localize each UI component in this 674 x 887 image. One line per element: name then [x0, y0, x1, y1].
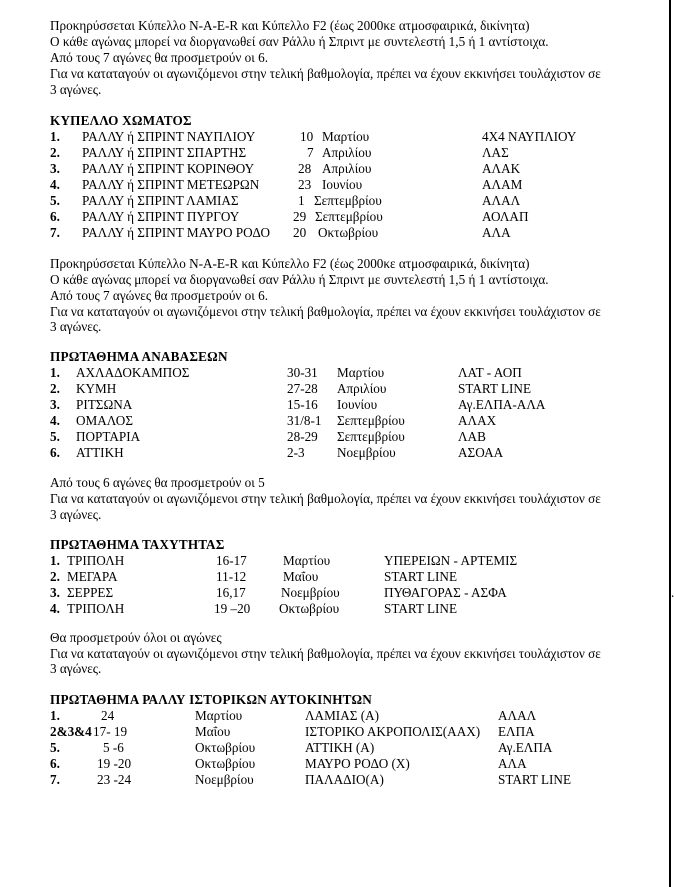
event-organizer: ΠΥΘΑΓΟΡΑΣ - ΑΣΦΑ	[384, 585, 507, 600]
text-line: 3 αγώνες.	[50, 82, 102, 97]
row-number: 5.	[50, 740, 60, 755]
event-day: 23	[298, 177, 312, 192]
text-line: Από τους 6 αγώνες θα προσμετρούν οι 5	[50, 475, 265, 490]
event-month: Οκτωβρίου	[195, 756, 256, 771]
row-number: 5.	[50, 193, 60, 208]
event-organizer: START LINE	[458, 381, 531, 396]
event-organizer: ΑΣΟΑΑ	[458, 445, 504, 460]
event-day: 19 –20	[214, 601, 251, 616]
table-row	[50, 553, 660, 569]
row-number: 3.	[50, 397, 60, 412]
section-title-gravel-cup: ΚΥΠΕΛΛΟ ΧΩΜΑΤΟΣ	[50, 113, 192, 128]
table-row	[50, 445, 660, 461]
event-month: Μαρτίου	[195, 708, 243, 723]
table-row	[50, 365, 660, 381]
event-name: ΡΑΛΛΥ ή ΣΠΡΙΝΤ ΛΑΜΙΑΣ	[82, 193, 239, 208]
trailing-dot: .	[671, 585, 674, 600]
text-line: Προκηρύσσεται Κύπελλο N-A-E-R και Κύπελλο F2 (έως 2000κε ατμοσφαιρικά, δικίνητα)	[50, 256, 530, 271]
event-organizer: ΑΛΑΜ	[482, 177, 523, 192]
event-day: 10	[300, 129, 314, 144]
event-day: 24	[101, 708, 115, 723]
event-name: ΚΥΜΗ	[76, 381, 117, 396]
row-number: 5.	[50, 429, 60, 444]
event-day: 30-31	[287, 365, 318, 380]
event-name: ΡΑΛΛΥ ή ΣΠΡΙΝΤ ΣΠΑΡΤΗΣ	[82, 145, 247, 160]
event-month: Ιουνίου	[322, 177, 363, 192]
event-month: Σεπτεμβρίου	[315, 209, 383, 224]
event-day: 15-16	[287, 397, 318, 412]
event-month: Οκτωβρίου	[318, 225, 379, 240]
event-organizer: ΥΠΕΡΕΙΩΝ - ΑΡΤΕΜΙΣ	[384, 553, 518, 568]
text-line: Για να καταταγούν οι αγωνιζόμενοι στην τελική βαθμολογία, πρέπει να έχουν εκκινήσει τουλάχιστον σε	[50, 66, 601, 81]
event-month: Μαΐου	[283, 569, 319, 584]
row-number: 7.	[50, 772, 60, 787]
row-number: 3.	[50, 161, 60, 176]
page-right-border	[669, 0, 671, 887]
table-row	[50, 569, 660, 585]
table-row	[50, 129, 660, 145]
text-line: Προκηρύσσεται Κύπελλο N-A-E-R και Κύπελλο F2 (έως 2000κε ατμοσφαιρικά, δικίνητα)	[50, 18, 530, 33]
event-day: 20	[293, 225, 307, 240]
event-month: Μαρτίου	[322, 129, 370, 144]
event-organizer: START LINE	[384, 569, 457, 584]
event-day: 19 -20	[97, 756, 132, 771]
table-row	[50, 209, 660, 225]
table-row	[50, 413, 660, 429]
event-month: Μαρτίου	[337, 365, 385, 380]
row-number: 2.	[50, 381, 60, 396]
table-row	[50, 193, 660, 209]
table-row	[50, 381, 660, 397]
event-name: ΡΑΛΛΥ ή ΣΠΡΙΝΤ ΜΑΥΡΟ ΡΟΔΟ	[82, 225, 271, 240]
event-name: ΠΑΛΑΔΙΟ(Α)	[305, 772, 384, 787]
event-organizer: ΑΛΑ	[482, 225, 511, 240]
event-organizer: ΑΛΑΛ	[498, 708, 537, 723]
table-row	[50, 724, 660, 740]
event-day: 29	[293, 209, 307, 224]
event-name: ΜΕΓΑΡΑ	[67, 569, 118, 584]
section-title-hillclimb: ΠΡΩΤΑΘΗΜΑ ΑΝΑΒΑΣΕΩΝ	[50, 349, 228, 364]
event-day: 5 -6	[103, 740, 124, 755]
event-month: Απριλίου	[322, 161, 372, 176]
event-month: Οκτωβρίου	[195, 740, 256, 755]
event-day: 31/8-1	[287, 413, 322, 428]
event-month: Σεπτεμβρίου	[337, 413, 405, 428]
row-number: 4.	[50, 413, 60, 428]
table-row	[50, 429, 660, 445]
row-number: 4.	[50, 601, 60, 616]
event-organizer: Αγ.ΕΛΠΑ	[498, 740, 553, 755]
event-organizer: ΛΑΤ - ΑΟΠ	[458, 365, 522, 380]
text-line: Ο κάθε αγώνας μπορεί να διοργανωθεί σαν Ράλλυ ή Σπριντ με συντελεστή 1,5 ή 1 αντίστοιχα.	[50, 272, 549, 287]
event-month: Απριλίου	[337, 381, 387, 396]
event-month: Νοεμβρίου	[337, 445, 396, 460]
text-line: 3 αγώνες.	[50, 661, 102, 676]
event-day: 28-29	[287, 429, 318, 444]
text-line: Από τους 7 αγώνες θα προσμετρούν οι 6.	[50, 50, 269, 65]
section-title-historic-rally: ΠΡΩΤΑΘΗΜΑ ΡΑΛΛΥ ΙΣΤΟΡΙΚΩΝ ΑΥΤΟΚΙΝΗΤΩΝ	[50, 692, 372, 707]
event-name: ΡΑΛΛΥ ή ΣΠΡΙΝΤ ΚΟΡΙΝΘΟΥ	[82, 161, 255, 176]
text-line: Θα προσμετρούν όλοι οι αγώνες	[50, 630, 222, 645]
event-day: 2-3	[287, 445, 305, 460]
event-organizer: ΛΑΣ	[482, 145, 509, 160]
event-name: ΑΧΛΑΔΟΚΑΜΠΟΣ	[76, 365, 190, 380]
table-row	[50, 145, 660, 161]
table-row	[50, 397, 660, 413]
event-day: 16-17	[216, 553, 247, 568]
text-line: Για να καταταγούν οι αγωνιζόμενοι στην τελική βαθμολογία, πρέπει να έχουν εκκινήσει τουλάχιστον σε	[50, 304, 601, 319]
table-row	[50, 177, 660, 193]
text-line: 3 αγώνες.	[50, 507, 102, 522]
event-month: Νοεμβρίου	[195, 772, 254, 787]
row-number: 1.	[50, 129, 60, 144]
row-number: 1.	[50, 553, 60, 568]
row-number: 2&3&4	[50, 724, 92, 739]
event-month: Απριλίου	[322, 145, 372, 160]
table-row	[50, 225, 660, 241]
event-name: ΑΤΤΙΚΗ	[76, 445, 124, 460]
event-organizer: ΑΛΑΚ	[482, 161, 521, 176]
table-row	[50, 756, 660, 772]
event-name: ΡΙΤΣΩΝΑ	[76, 397, 133, 412]
text-line: Ο κάθε αγώνας μπορεί να διοργανωθεί σαν Ράλλυ ή Σπριντ με συντελεστή 1,5 ή 1 αντίστοιχα.	[50, 34, 549, 49]
row-number: 1.	[50, 708, 60, 723]
row-number: 3.	[50, 585, 60, 600]
text-line: Για να καταταγούν οι αγωνιζόμενοι στην τελική βαθμολογία, πρέπει να έχουν εκκινήσει τουλάχιστον σε	[50, 646, 601, 661]
row-number: 7.	[50, 225, 60, 240]
event-name: ΡΑΛΛΥ ή ΣΠΡΙΝΤ ΜΕΤΕΩΡΩΝ	[82, 177, 260, 192]
event-day: 7	[307, 145, 314, 160]
row-number: 2.	[50, 145, 60, 160]
event-name: ΛΑΜΙΑΣ (Α)	[305, 708, 380, 723]
text-line: Για να καταταγούν οι αγωνιζόμενοι στην τελική βαθμολογία, πρέπει να έχουν εκκινήσει τουλάχιστον σε	[50, 491, 601, 506]
event-name: ΡΑΛΛΥ ή ΣΠΡΙΝΤ ΝΑΥΠΛΙΟΥ	[82, 129, 256, 144]
event-name: ΙΣΤΟΡΙΚΟ ΑΚΡΟΠΟΛΙΣ(ΑΑΧ)	[305, 724, 481, 739]
table-row	[50, 585, 674, 601]
event-day: 28	[298, 161, 312, 176]
event-day: 1	[298, 193, 305, 208]
event-organizer: START LINE	[384, 601, 457, 616]
event-month: Νοεμβρίου	[281, 585, 340, 600]
table-row	[50, 601, 660, 617]
event-organizer: ΛΑΒ	[458, 429, 486, 444]
row-number: 2.	[50, 569, 60, 584]
text-line: Από τους 7 αγώνες θα προσμετρούν οι 6.	[50, 288, 269, 303]
event-day: 27-28	[287, 381, 318, 396]
row-number: 6.	[50, 445, 60, 460]
event-organizer: ΑΛΑΧ	[458, 413, 497, 428]
event-organizer: START LINE	[498, 772, 571, 787]
event-name: ΜΑΥΡΟ ΡΟΔΟ (Χ)	[305, 756, 410, 771]
event-name: ΑΤΤΙΚΗ (Α)	[305, 740, 375, 755]
event-name: ΤΡΙΠΟΛΗ	[67, 553, 125, 568]
table-row	[50, 161, 660, 177]
event-name: ΟΜΑΛΟΣ	[76, 413, 133, 428]
event-organizer: ΑΟΛΑΠ	[482, 209, 529, 224]
event-month: Σεπτεμβρίου	[337, 429, 405, 444]
event-name: ΡΑΛΛΥ ή ΣΠΡΙΝΤ ΠΥΡΓΟΥ	[82, 209, 240, 224]
event-day: 16,17	[216, 585, 246, 600]
row-number: 6.	[50, 756, 60, 771]
event-organizer: Αγ.ΕΛΠΑ-ΑΛΑ	[458, 397, 546, 412]
event-organizer: ΕΛΠΑ	[498, 724, 535, 739]
section-title-speed: ΠΡΩΤΑΘΗΜΑ ΤΑΧΥΤΗΤΑΣ	[50, 537, 225, 552]
event-day: 17- 19	[93, 724, 128, 739]
event-day: 23 -24	[97, 772, 132, 787]
text-line: 3 αγώνες.	[50, 319, 102, 334]
event-day: 11-12	[216, 569, 247, 584]
event-organizer: 4Χ4 ΝΑΥΠΛΙΟΥ	[482, 129, 577, 144]
table-row	[50, 708, 660, 724]
event-name: ΤΡΙΠΟΛΗ	[67, 601, 125, 616]
event-name: ΣΕΡΡΕΣ	[67, 585, 114, 600]
row-number: 4.	[50, 177, 60, 192]
event-organizer: ΑΛΑ	[498, 756, 527, 771]
event-month: Ιουνίου	[337, 397, 378, 412]
event-month: Μαΐου	[195, 724, 231, 739]
event-organizer: ΑΛΑΛ	[482, 193, 521, 208]
event-month: Οκτωβρίου	[279, 601, 340, 616]
event-month: Σεπτεμβρίου	[314, 193, 382, 208]
event-month: Μαρτίου	[283, 553, 331, 568]
event-name: ΠΟΡΤΑΡΙΑ	[76, 429, 141, 444]
table-row	[50, 772, 660, 788]
table-row	[50, 740, 660, 756]
row-number: 1.	[50, 365, 60, 380]
row-number: 6.	[50, 209, 60, 224]
